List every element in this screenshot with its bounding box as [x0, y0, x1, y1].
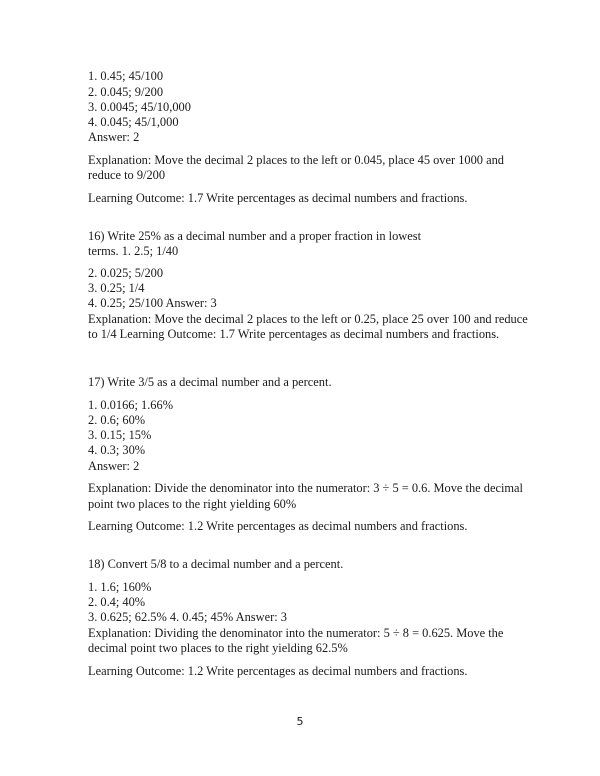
q17-question: 17) Write 3/5 as a decimal number and a percent.	[88, 375, 332, 389]
q16-option-4-answer: 4. 0.25; 25/100 Answer: 3	[88, 296, 217, 310]
q15-answer: Answer: 2	[88, 130, 140, 144]
q17-explanation-line-1: Explanation: Divide the denominator into the numerator: 3 ÷ 5 = 0.6. Move the decimal	[88, 481, 523, 495]
page-number: 5	[296, 715, 304, 728]
q15-option-4: 4. 0.045; 45/1,000	[88, 115, 179, 129]
q16-question-line-2: terms. 1. 2.5; 1/40	[88, 244, 179, 258]
q15-option-1: 1. 0.45; 45/100	[88, 69, 164, 83]
q18-option-3-4-answer: 3. 0.625; 62.5% 4. 0.45; 45% Answer: 3	[88, 610, 287, 624]
q17-option-4: 4. 0.3; 30%	[88, 443, 146, 457]
q16-explanation-line-1: Explanation: Move the decimal 2 places to the left or 0.25, place 25 over 100 and reduce	[88, 312, 528, 326]
q15-learning-outcome: Learning Outcome: 1.7 Write percentages as decimal numbers and fractions.	[88, 191, 468, 205]
q18-question: 18) Convert 5/8 to a decimal number and a percent.	[88, 557, 344, 571]
q18-learning-outcome: Learning Outcome: 1.2 Write percentages as decimal numbers and fractions.	[88, 664, 468, 678]
q16-option-2: 2. 0.025; 5/200	[88, 266, 164, 280]
q17-learning-outcome: Learning Outcome: 1.2 Write percentages as decimal numbers and fractions.	[88, 519, 468, 533]
q16-explanation-line-2: to 1/4 Learning Outcome: 1.7 Write percentages as decimal numbers and fractions.	[88, 327, 500, 341]
q18-explanation-line-2: decimal point two places to the right yielding 62.5%	[88, 641, 348, 655]
q17-option-2: 2. 0.6; 60%	[88, 413, 146, 427]
q18-explanation-line-1: Explanation: Dividing the denominator into the numerator: 5 ÷ 8 = 0.625. Move the	[88, 626, 504, 640]
q18-option-1: 1. 1.6; 160%	[88, 580, 152, 594]
q17-answer: Answer: 2	[88, 459, 140, 473]
q17-explanation-line-2: point two places to the right yielding 60%	[88, 497, 297, 511]
q17-option-3: 3. 0.15; 15%	[88, 428, 152, 442]
q15-option-2: 2. 0.045; 9/200	[88, 85, 164, 99]
q15-explanation-line-2: reduce to 9/200	[88, 168, 166, 182]
q16-question-line-1: 16) Write 25% as a decimal number and a proper fraction in lowest	[88, 229, 422, 243]
q16-option-3: 3. 0.25; 1/4	[88, 281, 145, 295]
q15-option-3: 3. 0.0045; 45/10,000	[88, 100, 191, 114]
q17-option-1: 1. 0.0166; 1.66%	[88, 398, 174, 412]
q15-explanation-line-1: Explanation: Move the decimal 2 places to the left or 0.045, place 45 over 1000 and	[88, 153, 504, 167]
q18-option-2: 2. 0.4; 40%	[88, 595, 146, 609]
